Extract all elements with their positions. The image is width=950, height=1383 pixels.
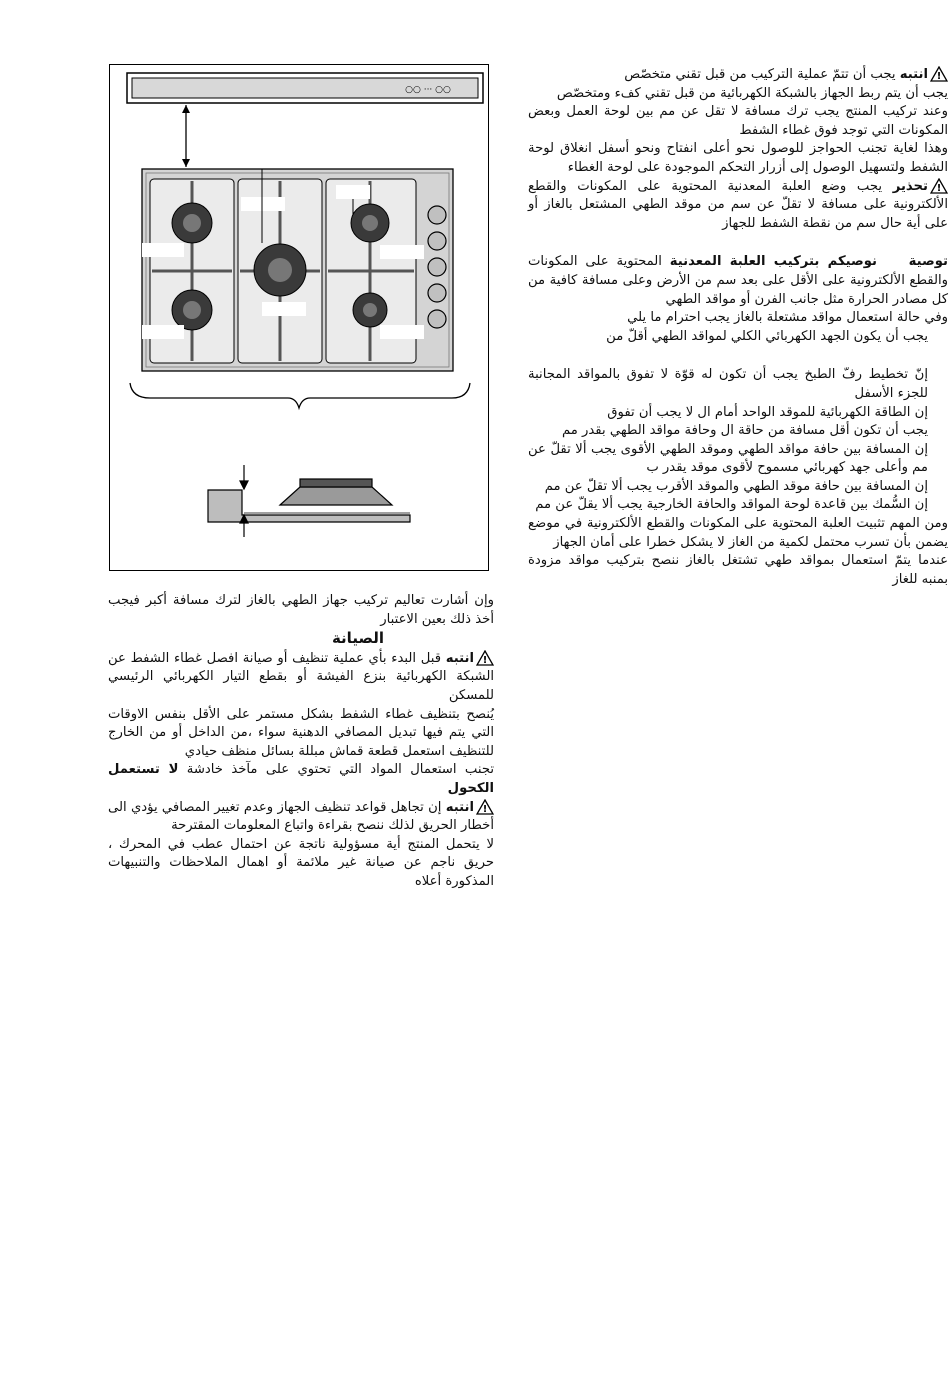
left-para-warning-2: ! انتبه إن تجاهل قواعد تنظيف الجهاز وعدم تغيير المصافي يؤدي الى أخطار الحريق لذلك ننصح بقراءة واتباع المعلومات المقترحة xyxy=(108,799,494,834)
warning-triangle-icon xyxy=(476,650,494,666)
right-column xyxy=(528,66,948,589)
right-para-15: ومن المهم تثبيت العلبة المحتوية على المكونات والقطع الألكترونية في موضع يضمن بأن تسرب محتمل لكمية من الغاز لا يشكل خطرا على أمان الجهاز xyxy=(528,516,948,550)
right-para-9: إنّ تخطيط رفّ الطبخ يجب أن تكون له قوّة لا تفوق بالمواقد المجانبة للجزء الأسفل xyxy=(528,367,928,401)
left-para-3: يُنصح بتنظيف غطاء الشفط بشكل مستمر على الأقل بنفس الاوقات التي يتم فيها تبديل المصافي الدهنية سواء ،من الداخل أو من الخارج للتنظيف استعمل قطعة قماش مبللة بسائل منظف حيادي xyxy=(108,706,494,759)
maintenance-heading: الصيانة xyxy=(331,629,384,648)
right-para-caution: ! تحذير يجب وضع العلبة المعدنية المحتوية على المكونات والقطع الألكترونية على مسافة لا تقلّ عن سم من موقد الطهي المشتعل بالغاز أو على أية حال سم من نقطة الشفط للجهاز xyxy=(528,178,948,231)
right-para-3: وعند تركيب المنتج يجب ترك مسافة لا تقل عن مم بين لوحة العمل وبعض المكونات التي توجد فوق غطاء الشفط xyxy=(528,104,948,138)
right-para-10: إن الطاقة الكهربائية للموقد الواحد أمام ال لا يجب أن تفوق xyxy=(607,404,928,420)
width-brace xyxy=(130,383,470,408)
right-para-11: يجب أن تكون أقل مسافة من حاقة ال وحافة مواقد الطهي بقدر مم xyxy=(561,423,928,439)
left-para-warning-1: ! انتبه قبل البدء بأي عملية تنظيف أو صيانة افصل غطاء الشفط عن الشبكة الكهربائية بنزع الفيشة أو بقطع التيار الكهربائي الرئيسي للمسكن xyxy=(108,650,494,703)
warning-triangle-icon xyxy=(930,66,948,82)
svg-text:!: ! xyxy=(482,654,488,666)
svg-text:!: ! xyxy=(936,182,942,194)
right-para-4: وهذا لغاية تجنب الحواجز للوصول نحو أعلى انفتاح ونحو أسفل انغلاق لوحة الشفط ولتسهيل الوصول إلى أزرار التحكم الموجودة على لوحة الغطاء xyxy=(528,141,948,175)
cooker-hood xyxy=(127,73,483,103)
distance-arrow xyxy=(182,105,190,167)
hob-cross-section xyxy=(208,465,410,537)
installation-diagram-drawing xyxy=(110,65,488,570)
right-para-warning: ! انتبه يجب أن تتمّ عملية التركيب من قبل تقني متخصّص xyxy=(528,66,948,85)
svg-text:!: ! xyxy=(482,803,488,815)
warning-triangle-icon xyxy=(930,178,948,194)
left-para-6: لا يتحمل المنتج أية مسؤولية ناتجة عن احتمال عطب في المحرك ، حريق ناجم عن صيانة غير ملائمة أو اهمال الملاحظات والتنبيهات المذكورة أعلاه xyxy=(108,836,494,889)
hood-control-buttons: ○○ ··· ○○ xyxy=(405,85,451,95)
installation-diagram xyxy=(109,64,489,571)
right-para-12: إن المسافة بين حافة مواقد الطهي وموقد الطهي الأقوى يجب ألا تقلّ عن مم وأعلى جهد كهربائي مسموح لأقوى موقد يقدر ب xyxy=(528,441,928,476)
svg-text:!: ! xyxy=(936,71,942,82)
left-column xyxy=(108,592,494,892)
right-para-recommendation: توصية نوصيكم بتركيب العلبة المعدنية المحتوية على المكونات والقطع الألكترونية على الأقل على بعد سم من الأرض وعلى مسافة كافية من كل مصادر الحرارة مثل جانب الفرن أو مواقد الطهي xyxy=(528,254,948,307)
right-para-8: يجب أن يكون الجهد الكهربائي الكلي لمواقد الطهي أقلّ من xyxy=(606,328,928,344)
right-para-13: إن المسافة بين حافة موقد الطهي والموقد الأقرب يجب ألا تقلّ عن مم xyxy=(544,478,928,494)
right-para-7: وفي حالة استعمال مواقد مشتعلة بالغاز يجب احترام ما يلي xyxy=(627,310,948,326)
left-para-1: وإن أشارت تعاليم تركيب جهاز الطهي بالغاز لترك مسافة أكبر فيجب أخذ ذلك بعين الاعتبار xyxy=(108,593,494,627)
right-para-2: يجب أن يتم ربط الجهاز بالشبكة الكهربائية من قبل تقني كفء ومتخصّص xyxy=(556,85,948,101)
gas-hob xyxy=(142,169,453,371)
left-para-4: تجنب استعمال المواد التي تحتوي على مآخذ خادشة لا تستعمل الكحول xyxy=(108,762,494,796)
right-para-16: عندما يتمّ استعمال بمواقد طهي تشتغل بالغاز ننصح بتركيب مواقد مزودة بمنبه للغاز xyxy=(528,553,948,587)
right-para-14: إن السُّمك بين قاعدة لوحة المواقد والحافة الخارجية يجب ألا يقلّ عن مم xyxy=(535,497,928,513)
warning-triangle-icon xyxy=(476,799,494,815)
